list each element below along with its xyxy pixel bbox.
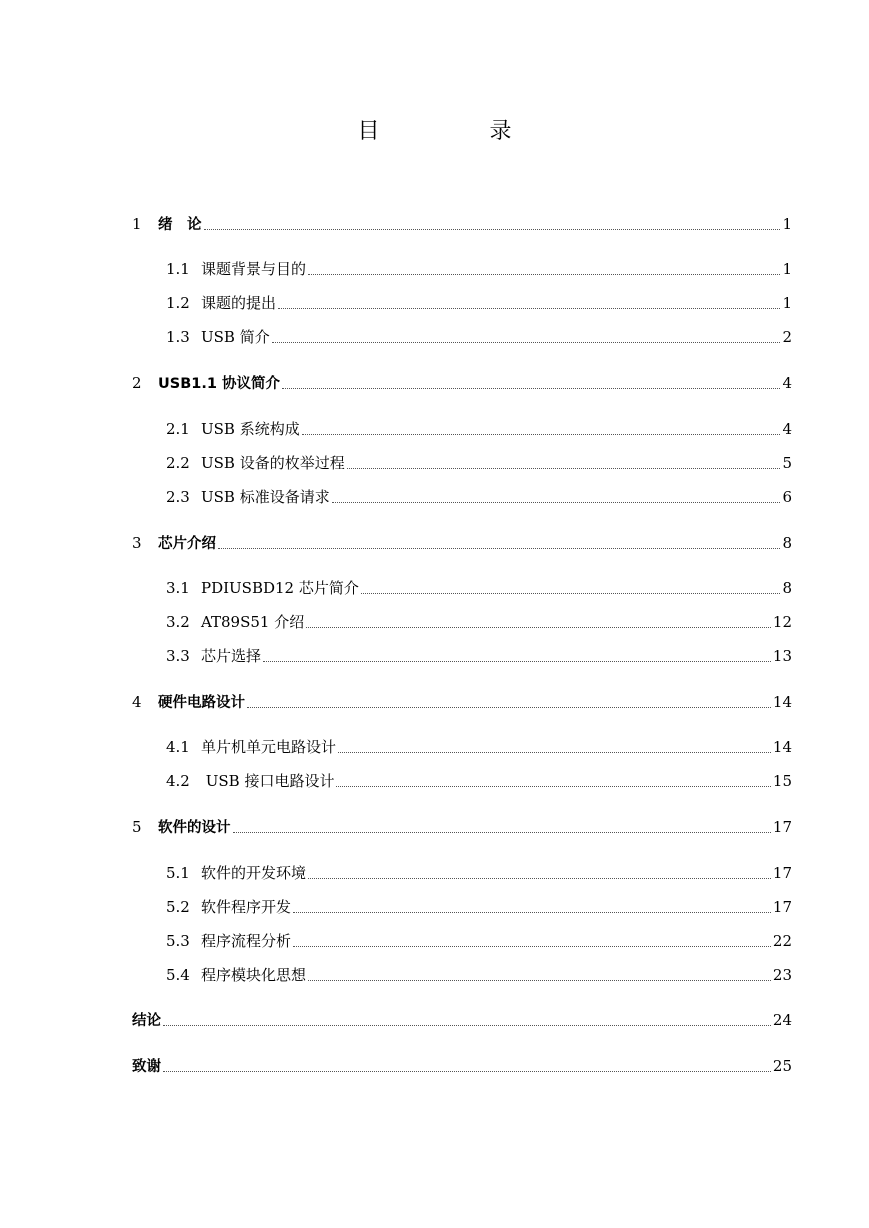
toc-section-5-2[interactable]: [166, 896, 792, 918]
toc-page-number: 8: [782, 534, 792, 552]
toc-number: 3: [132, 534, 142, 552]
dot-leader: [361, 577, 781, 594]
dot-leader: [293, 930, 771, 947]
toc-number: 5.3: [166, 932, 190, 950]
toc-section-4-1[interactable]: [166, 736, 792, 758]
toc-page-number: 8: [782, 579, 792, 597]
toc-label: 程序模块化思想: [201, 966, 307, 984]
toc-page-number: 14: [772, 738, 792, 756]
toc-page-number: 17: [772, 864, 792, 882]
toc-label: USB 接口电路设计: [201, 772, 335, 790]
dot-leader: [308, 862, 771, 879]
toc-page-number: 4: [782, 420, 792, 438]
toc-page-number: 2: [782, 328, 792, 346]
toc-label: 芯片选择: [201, 647, 262, 665]
toc-section-5-1[interactable]: [166, 862, 792, 884]
toc-acknowledgements[interactable]: [132, 1055, 792, 1077]
dot-leader: [247, 691, 771, 708]
toc-label: USB 系统构成: [201, 420, 300, 438]
toc-chapter-5[interactable]: [132, 816, 792, 838]
toc-chapter-2[interactable]: [132, 372, 792, 394]
toc-number: 1: [132, 215, 142, 233]
toc-chapter-1[interactable]: [132, 213, 792, 235]
toc-label: 绪 论: [158, 217, 202, 233]
toc-section-3-1[interactable]: [166, 577, 792, 599]
toc-section-5-4[interactable]: [166, 964, 792, 986]
toc-label: 芯片介绍: [158, 536, 216, 552]
dot-leader: [308, 258, 780, 275]
dot-leader: [302, 418, 781, 435]
dot-leader: [272, 326, 781, 343]
toc-section-3-3[interactable]: [166, 645, 792, 667]
toc-number: 2.2: [166, 454, 190, 472]
toc-number: 4: [132, 693, 142, 711]
toc-page-number: 23: [772, 966, 792, 984]
toc-number: 1.3: [166, 328, 190, 346]
toc-number: 1.1: [166, 260, 190, 278]
toc-page-number: 17: [772, 818, 792, 836]
dot-leader: [233, 816, 771, 833]
toc-label: USB 标准设备请求: [201, 488, 330, 506]
toc-section-5-3[interactable]: [166, 930, 792, 952]
toc-label: 课题的提出: [201, 294, 277, 312]
toc-label: USB1.1 协议简介: [158, 376, 281, 392]
dot-leader: [347, 452, 781, 469]
toc-label: 致谢: [132, 1059, 161, 1075]
toc-label: AT89S51 介绍: [201, 613, 305, 631]
toc-page-number: 17: [772, 898, 792, 916]
toc-number: 4.2: [166, 772, 190, 790]
dot-leader: [282, 372, 780, 389]
dot-leader: [306, 611, 771, 628]
dot-leader: [308, 964, 771, 981]
toc-label: 硬件电路设计: [158, 695, 245, 711]
toc-section-1-3[interactable]: [166, 326, 792, 348]
toc-number: 5: [132, 818, 142, 836]
toc-chapter-3[interactable]: [132, 532, 792, 554]
toc-section-4-2[interactable]: [166, 770, 792, 792]
dot-leader: [332, 486, 781, 503]
toc-label: 软件程序开发: [201, 898, 292, 916]
toc-page-number: 12: [772, 613, 792, 631]
toc-page-number: 1: [782, 260, 792, 278]
toc-page-number: 22: [772, 932, 792, 950]
dot-leader: [218, 532, 780, 549]
toc-number: 2: [132, 374, 142, 392]
toc-number: 5.2: [166, 898, 190, 916]
dot-leader: [163, 1055, 771, 1072]
toc-page-number: 4: [782, 374, 792, 392]
dot-leader: [278, 292, 780, 309]
dot-leader: [163, 1009, 771, 1026]
toc-number: 2.3: [166, 488, 190, 506]
toc-page-number: 15: [772, 772, 792, 790]
toc-number: 3.2: [166, 613, 190, 631]
toc-section-3-2[interactable]: [166, 611, 792, 633]
toc-label: 软件的开发环境: [201, 864, 307, 882]
toc-section-2-3[interactable]: [166, 486, 792, 508]
toc-chapter-4[interactable]: [132, 691, 792, 713]
toc-label: 单片机单元电路设计: [201, 738, 337, 756]
toc-label: 程序流程分析: [201, 932, 292, 950]
toc-number: 5.4: [166, 966, 190, 984]
toc-label: USB 简介: [201, 328, 270, 346]
dot-leader: [338, 736, 771, 753]
toc-section-1-2[interactable]: [166, 292, 792, 314]
dot-leader: [293, 896, 771, 913]
toc-section-2-2[interactable]: [166, 452, 792, 474]
toc-label: 课题背景与目的: [201, 260, 307, 278]
dot-leader: [336, 770, 770, 787]
toc-number: 3.3: [166, 647, 190, 665]
toc-page-number: 1: [782, 215, 792, 233]
toc-number: 2.1: [166, 420, 190, 438]
toc-label: USB 设备的枚举过程: [201, 454, 345, 472]
toc-conclusion[interactable]: [132, 1009, 792, 1031]
dot-leader: [204, 213, 781, 230]
page-title: 目 录: [357, 119, 556, 144]
toc-label: 结论: [132, 1013, 161, 1029]
toc-number: 3.1: [166, 579, 190, 597]
toc-page-number: 1: [782, 294, 792, 312]
dot-leader: [263, 645, 771, 662]
toc-page-number: 6: [782, 488, 792, 506]
toc-page-number: 25: [772, 1057, 792, 1075]
toc-page-number: 24: [772, 1011, 792, 1029]
toc-section-1-1[interactable]: [166, 258, 792, 280]
toc-page-number: 13: [772, 647, 792, 665]
toc-number: 1.2: [166, 294, 190, 312]
toc-page-number: 5: [782, 454, 792, 472]
toc-section-2-1[interactable]: [166, 418, 792, 440]
toc-number: 4.1: [166, 738, 190, 756]
toc-label: 软件的设计: [158, 820, 231, 836]
toc-label: PDIUSBD12 芯片简介: [201, 579, 359, 597]
toc-number: 5.1: [166, 864, 190, 882]
toc-page-number: 14: [772, 693, 792, 711]
